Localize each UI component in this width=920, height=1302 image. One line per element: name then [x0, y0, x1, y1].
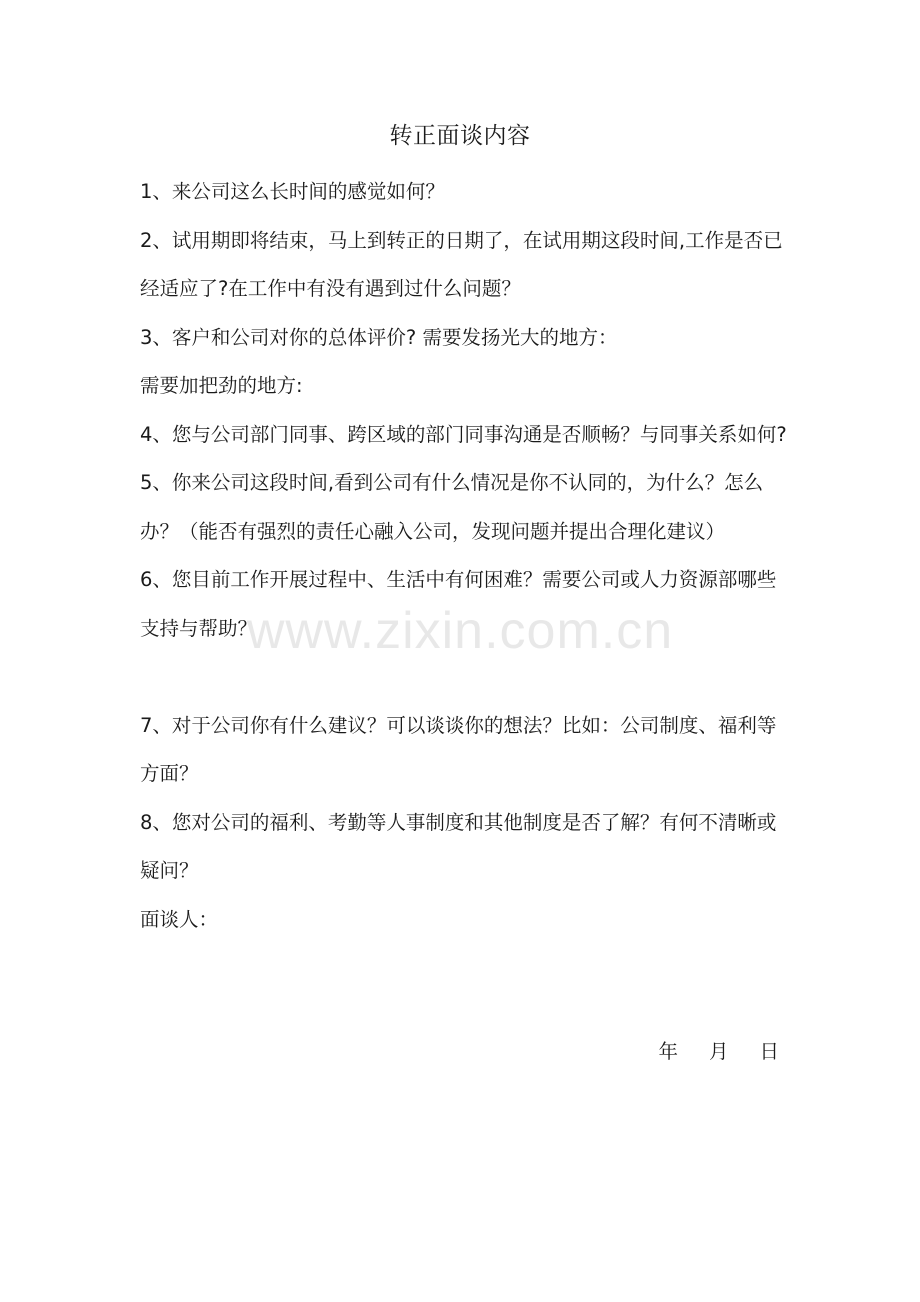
question-8: 8、您对公司的福利、考勤等人事制度和其他制度是否了解？有何不清晰或疑问？	[140, 810, 777, 882]
interviewer-label: 面谈人：	[140, 907, 219, 931]
question-7: 7、对于公司你有什么建议？可以谈谈你的想法？比如：公司制度、福利等方面？	[140, 713, 777, 785]
document-body	[140, 168, 790, 944]
question-3-followup: 需要加把劲的地方:	[140, 374, 303, 397]
watermark: www.zixin.com.cn	[246, 602, 674, 660]
date-line: 年 月 日	[658, 1040, 779, 1063]
question-6: 6、您目前工作开展过程中、生活中有何困难？需要公司或人力资源部哪些支持与帮助？	[140, 568, 777, 640]
question-2: 2、试用期即将结束，马上到转正的日期了，在试用期这段时间,工作是否已经适应了?在工作中有没有遇到过什么问题？	[140, 228, 783, 300]
question-1: 1、来公司这么长时间的感觉如何？	[140, 180, 445, 203]
question-3: 3、客户和公司对你的总体评价? 需要发扬光大的地方：	[140, 325, 618, 349]
question-4: 4、您与公司部门同事、跨区域的部门同事沟通是否顺畅？与同事关系如何?	[140, 422, 787, 446]
question-5: 5、你来公司这段时间,看到公司有什么情况是你不认同的，为什么？怎么办？（能否有强烈的责任心融入公司，发现问题并提出合理化建议）	[140, 471, 764, 543]
document-title: 转正面谈内容	[389, 123, 531, 149]
blank-line	[140, 653, 790, 702]
